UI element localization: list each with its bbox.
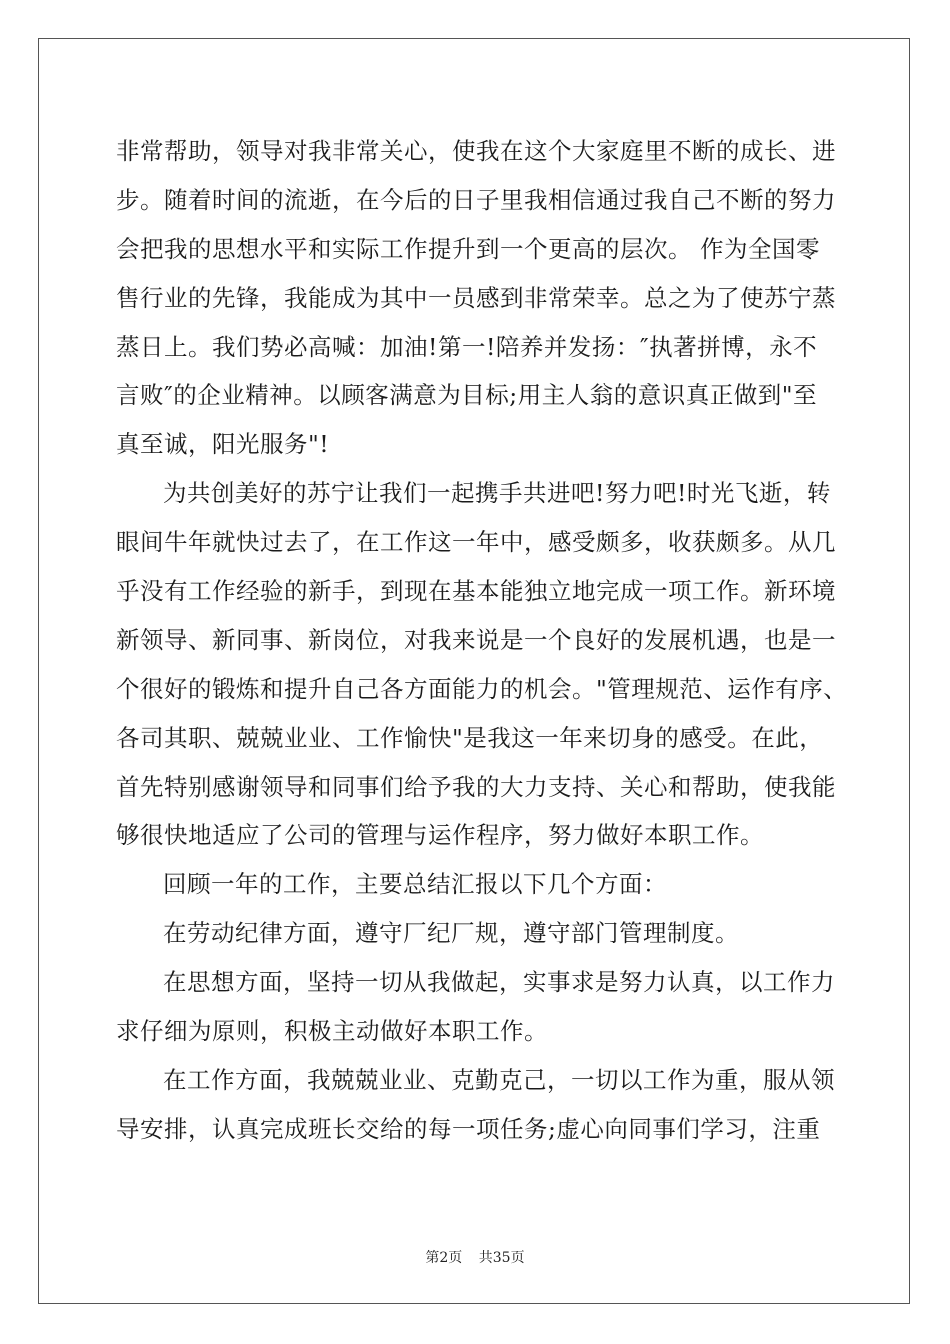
- text-line: 非常帮助，领导对我非常关心，使我在这个大家庭里不断的成长、进: [116, 137, 836, 165]
- text-line: 个很好的锻炼和提升自己各方面能力的机会。"管理规范、运作有序、: [116, 674, 848, 703]
- text-line: 回顾一年的工作，主要总结汇报以下几个方面：: [163, 870, 667, 899]
- text-line: 蒸日上。我们势必高喊：加油!第一!陪养并发扬：″执著拼博，永不: [116, 332, 818, 361]
- text-line: 售行业的先锋，我能成为其中一员感到非常荣幸。总之为了使苏宁蒸: [116, 283, 836, 312]
- text-line: 会把我的思想水平和实际工作提升到一个更高的层次。 作为全国零: [116, 234, 820, 263]
- page-footer: [0, 1247, 950, 1267]
- text-line: 在工作方面，我兢兢业业、克勤克己，一切以工作为重，服从领: [163, 1065, 835, 1094]
- text-line: 乎没有工作经验的新手，到现在基本能独立地完成一项工作。新环境: [116, 577, 836, 606]
- text-line: 在思想方面，坚持一切从我做起，实事求是努力认真，以工作力: [163, 968, 835, 997]
- page-number: 第2页: [425, 1250, 463, 1266]
- text-line: 新领导、新同事、新岗位，对我来说是一个良好的发展机遇，也是一: [116, 625, 836, 654]
- text-line: 各司其职、兢兢业业、工作愉快"是我这一年来切身的感受。在此，: [116, 723, 824, 752]
- text-line: 眼间牛年就快过去了，在工作这一年中，感受颇多，收获颇多。从几: [116, 528, 836, 557]
- text-line: 言败″的企业精神。以顾客满意为目标;用主人翁的意识真正做到"至: [116, 381, 818, 410]
- document-body: [116, 127, 856, 1154]
- text-line: 导安排，认真完成班长交给的每一项任务;虚心向同事们学习，注重: [116, 1114, 821, 1143]
- text-line: 够很快地适应了公司的管理与运作程序，努力做好本职工作。: [116, 821, 764, 850]
- text-line: 为共创美好的苏宁让我们一起携手共进吧!努力吧!时光飞逝，转: [163, 479, 831, 508]
- text-line: 步。随着时间的流逝，在今后的日子里我相信通过我自己不断的努力: [116, 185, 836, 214]
- text-line: 真至诚，阳光服务"!: [116, 430, 330, 459]
- text-line: 求仔细为原则，积极主动做好本职工作。: [116, 1017, 548, 1046]
- text-line: 在劳动纪律方面，遵守厂纪厂规，遵守部门管理制度。: [163, 919, 739, 948]
- text-line: 首先特别感谢领导和同事们给予我的大力支持、关心和帮助，使我能: [116, 772, 836, 801]
- page-total: 共35页: [478, 1250, 525, 1266]
